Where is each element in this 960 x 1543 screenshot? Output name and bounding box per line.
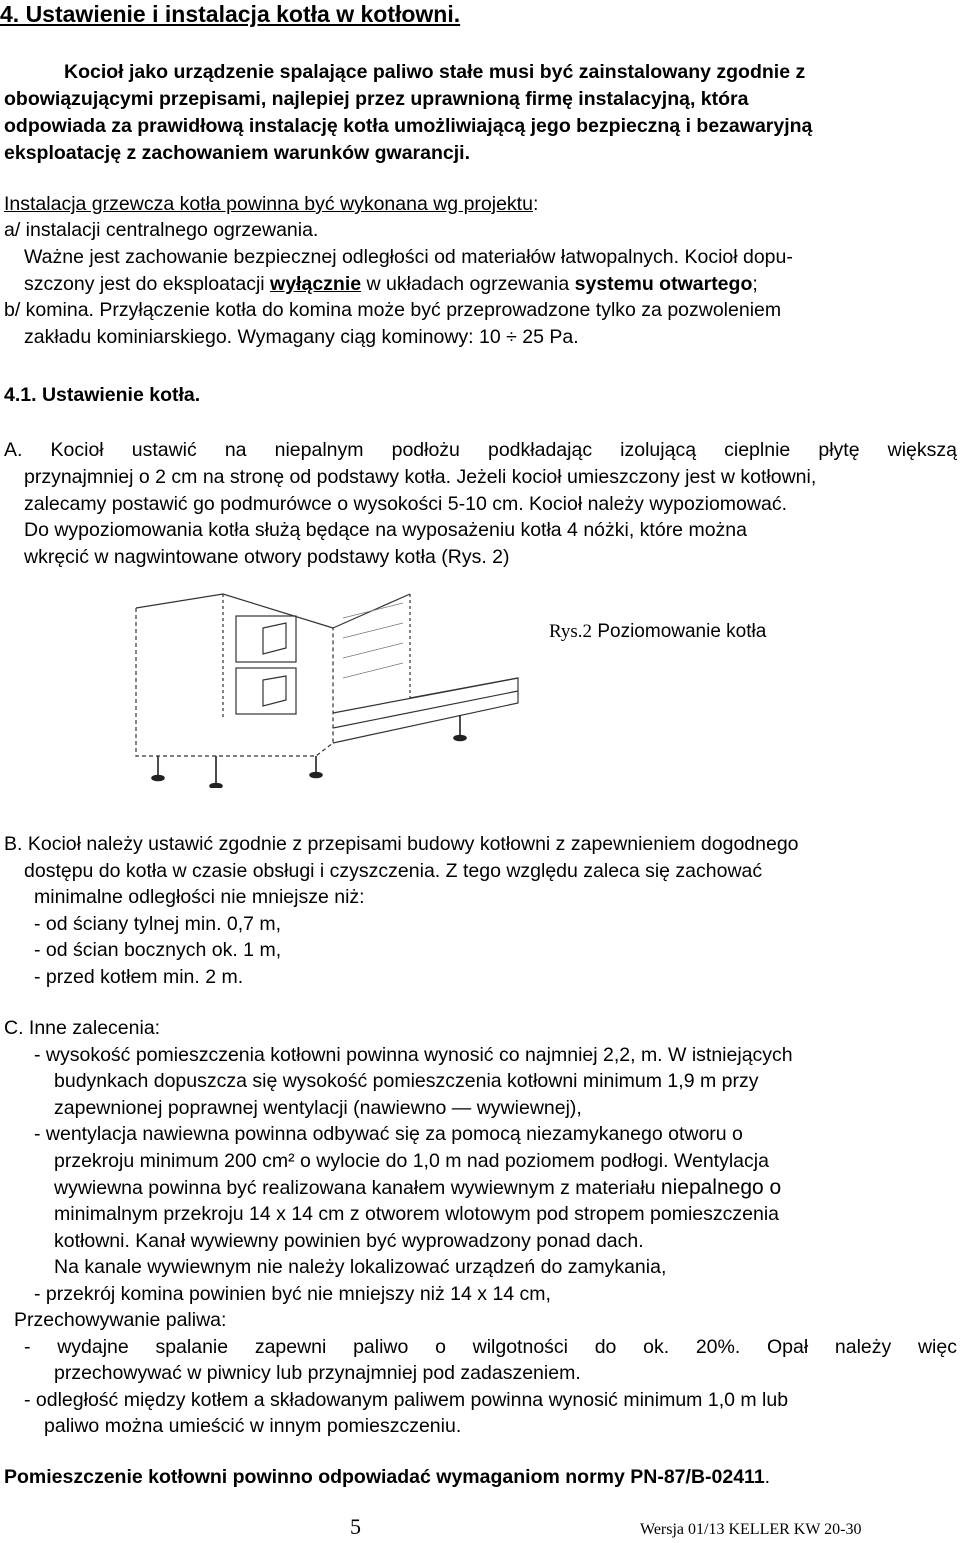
sectionB-item-3: - przed kotłem min. 2 m. (34, 966, 244, 988)
storage-line-3: - odległość między kotłem a składowanym paliwem powinna wynosić minimum 1,0 m lub (24, 1389, 789, 1411)
storage-line-2: przechowywać w piwnicy lub przynajmniej pod zadaszeniem. (54, 1362, 581, 1384)
install-draft-line: zakładu kominiarskiego. Wymagany ciąg kominowy: 10 ÷ 25 Pa. (24, 326, 579, 348)
install-safety-line: Ważne jest zachowanie bezpiecznej odległości od materiałów łatwopalnych. Kocioł dopu- (24, 246, 793, 268)
install-intro-colon: : (532, 193, 539, 215)
sectionC-line-6-larger: niepalnego o (660, 1176, 782, 1199)
install-item-b: b/ komina. Przyłączenie kotła do komina może być przeprowadzone tylko za pozwoleniem (4, 299, 782, 321)
sectionA-line-5: wkręcić w nagwintowane otwory podstawy kotła (Rys. 2) (24, 546, 510, 568)
sectionC-line-10: - przekrój komina powinien być nie mniejszy niż 14 x 14 cm, (34, 1283, 551, 1305)
sectionC-line-7: minimalnym przekroju 14 x 14 cm z otworem wlotowym pod stropem pomieszczenia (54, 1203, 780, 1225)
install-open-system-semicolon: ; (752, 273, 758, 295)
sectionC-title: C. Inne zalecenia: (4, 1017, 161, 1039)
install-open-system-line (24, 272, 758, 296)
page-number: 5 (350, 1514, 361, 1539)
sectionB-line-2: dostępu do kotła w czasie obsługi i czyszczenia. Z tego względu zaleca się zachować (24, 860, 763, 882)
norm-statement (4, 1465, 770, 1489)
sectionC-line-3: zapewnionej poprawnej wentylacji (nawiewno — wywiewnej), (54, 1097, 582, 1119)
install-item-a: a/ instalacji centralnego ogrzewania. (4, 219, 319, 241)
install-open-system-bold: systemu otwartego (574, 273, 753, 295)
section-heading: 4. Ustawienie i instalacja kotła w kotłowni. (0, 1, 461, 27)
storage-title: Przechowywanie paliwa: (14, 1309, 227, 1331)
sectionB-line-1: B. Kocioł należy ustawić zgodnie z przepisami budowy kotłowni z zapewnieniem dogodnego (4, 833, 799, 855)
storage-line-1: - wydajne spalanie zapewni paliwo o wilgotności do ok. 20%. Opał należy więc (24, 1336, 957, 1358)
sectionC-line-4: - wentylacja nawiewna powinna odbywać się za pomocą niezamykanego otworu o (34, 1123, 743, 1145)
intro-line-4: eksploatację z zachowaniem warunków gwarancji. (4, 142, 470, 164)
install-open-system-text-2: w układach ogrzewania (361, 273, 575, 295)
figure-title: Poziomowanie kotła (592, 621, 767, 642)
install-intro (4, 192, 538, 216)
sectionB-item-2: - od ścian bocznych ok. 1 m, (34, 939, 282, 961)
sectionA-line-3: zalecamy postawić go podmurówce o wysokości 5-10 cm. Kocioł należy wypoziomować. (24, 493, 787, 515)
install-intro-underlined: Instalacja grzewcza kotła powinna być wykonana wg projektu (4, 193, 533, 215)
sectionC-line-8: kotłowni. Kanał wywiewny powinien być wyprowadzony ponad dach. (54, 1230, 644, 1252)
figure-caption (549, 620, 766, 644)
subheading: 4.1. Ustawienie kotła. (4, 384, 201, 406)
sectionB-line-3: minimalne odległości nie mniejsze niż: (34, 886, 365, 908)
sectionA-line-1: A. Kocioł ustawić na niepalnym podłożu podkładając izolującą cieplnie płytę większą (4, 439, 957, 461)
sectionB-item-1: - od ściany tylnej min. 0,7 m, (34, 913, 282, 935)
footer-version: Wersja 01/13 KELLER KW 20-30 (640, 1521, 862, 1538)
install-open-system-text-1: szczony jest do eksploatacji (24, 273, 271, 295)
sectionC-line-6-text: wywiewna powinna być realizowana kanałem wywiewnym z materiału (54, 1177, 661, 1199)
intro-line-3: odpowiada za prawidłową instalację kotła umożliwiającą jego bezpieczną i bezawaryjną (4, 115, 813, 137)
sectionC-line-6 (54, 1176, 781, 1200)
install-exclusively: wyłącznie (270, 273, 362, 295)
sectionC-line-9: Na kanale wywiewnym nie należy lokalizować urządzeń do zamykania, (54, 1256, 667, 1278)
storage-line-4: paliwo można umieścić w innym pomieszczeniu. (44, 1415, 462, 1437)
norm-statement-period: . (764, 1466, 771, 1488)
sectionC-line-1: - wysokość pomieszczenia kotłowni powinna wynosić co najmniej 2,2, m. W istniejących (34, 1044, 793, 1066)
intro-line-1: Kocioł jako urządzenie spalające paliwo stałe musi być zainstalowany zgodnie z (64, 61, 806, 83)
figure-number: Rys.2 (549, 621, 593, 642)
sectionC-line-2: budynkach dopuszcza się wysokość pomieszczenia kotłowni minimum 1,9 m przy (54, 1070, 759, 1092)
sectionA-line-4: Do wypoziomowania kotła służą będące na wyposażeniu kotła 4 nóżki, które można (24, 519, 747, 541)
boiler-leveling-figure (118, 588, 543, 788)
sectionC-line-5: przekroju minimum 200 cm² o wylocie do 1,0 m nad poziomem podłogi. Wentylacja (54, 1150, 769, 1172)
intro-line-2: obowiązującymi przepisami, najlepiej przez uprawnioną firmę instalacyjną, która (4, 88, 749, 110)
norm-statement-bold: Pomieszczenie kotłowni powinno odpowiadać wymaganiom normy PN-87/B-02411 (4, 1466, 765, 1488)
sectionA-line-2: przynajmniej o 2 cm na stronę od podstawy kotła. Jeżeli kocioł umieszczony jest w kotłowni, (24, 466, 817, 488)
